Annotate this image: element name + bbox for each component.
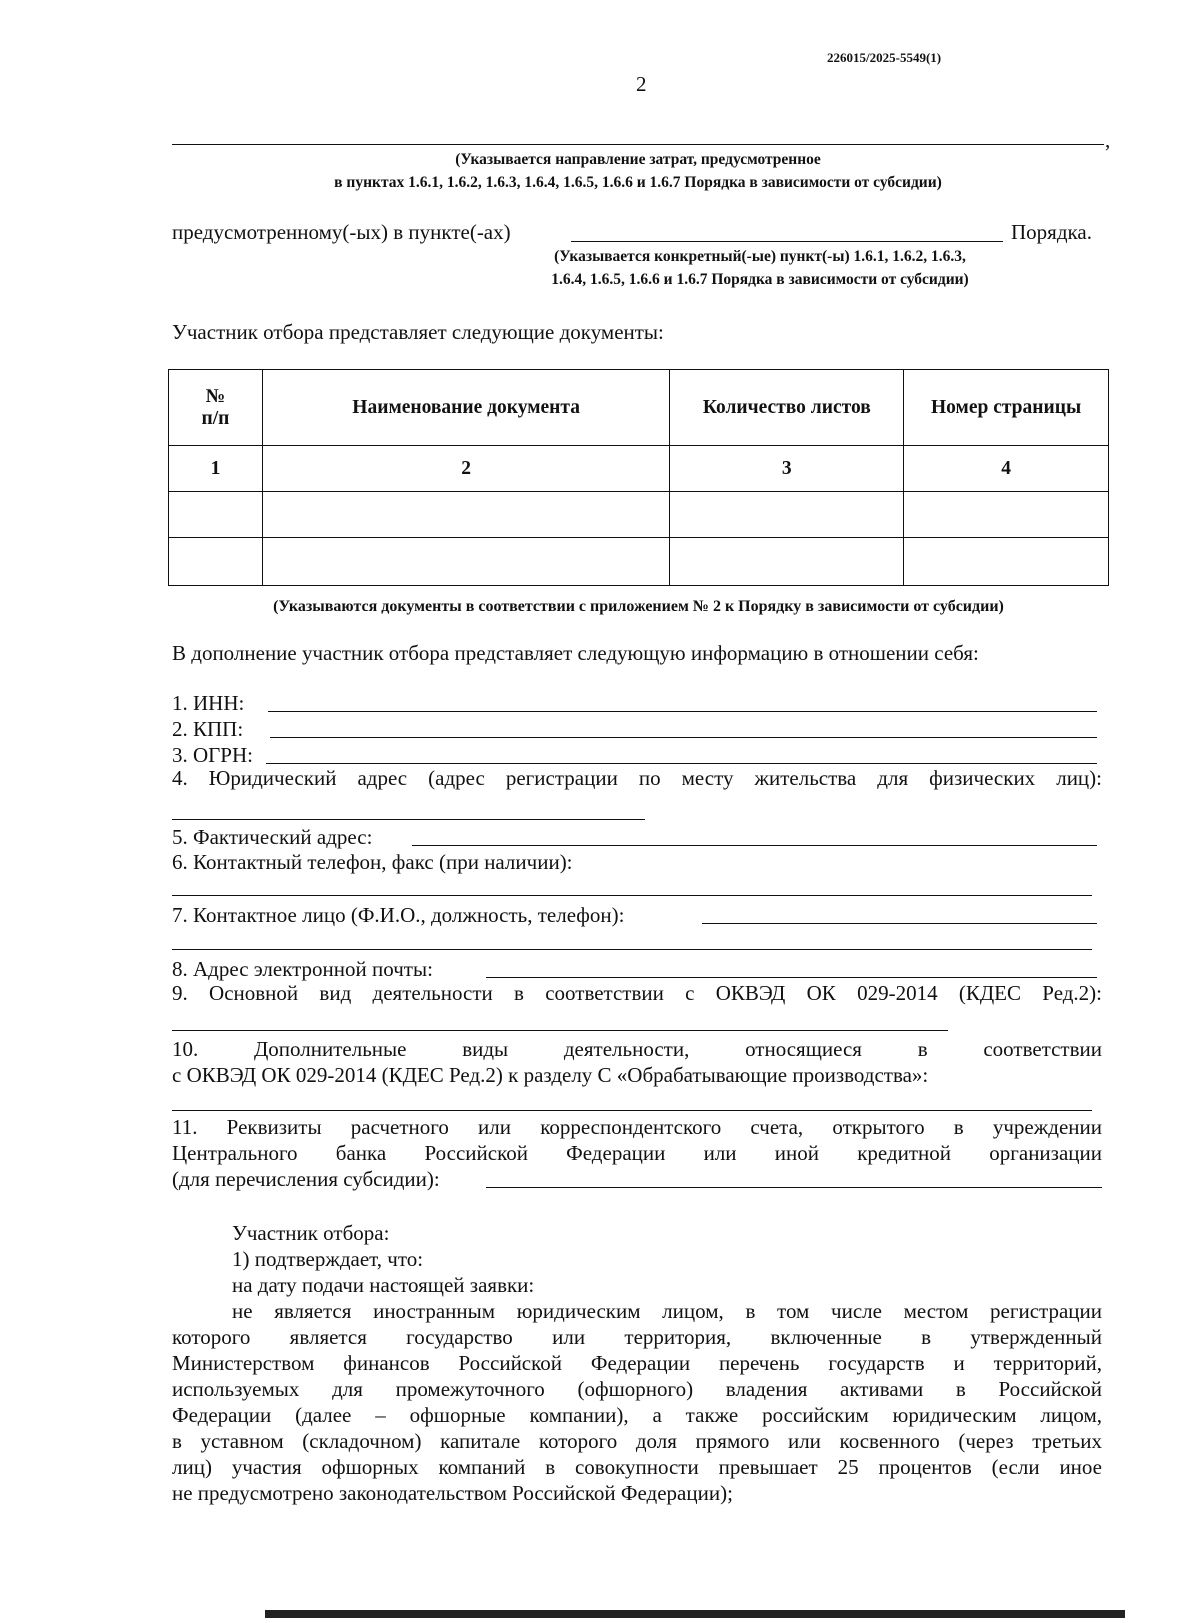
kpp-label: 2. КПП: <box>172 717 244 741</box>
email-label: 8. Адрес электронной почты: <box>172 957 433 981</box>
scan-bottom-edge <box>265 1610 1125 1618</box>
main-activity-blank[interactable] <box>172 1030 948 1031</box>
contact-person-blank-2[interactable] <box>172 949 1092 950</box>
phone-blank[interactable] <box>172 895 1092 896</box>
paragraph-line: не предусмотрено законодательством Российской Федерации); <box>172 1481 733 1505</box>
page-number: 2 <box>636 72 647 96</box>
table-cell[interactable] <box>670 538 904 586</box>
header-page-number: Номер страницы <box>904 370 1109 446</box>
points-note-line2: 1.6.4, 1.6.5, 1.6.6 и 1.6.7 Порядка в зависимости от субсидии) <box>551 271 969 288</box>
table-cell[interactable] <box>169 492 263 538</box>
table-number-row <box>169 446 1109 492</box>
paragraph-line: не является иностранным юридическим лицом, в том числе местом регистрации <box>232 1299 1102 1323</box>
table-header-row <box>169 370 1109 446</box>
document-number: 226015/2025-5549(1) <box>827 50 942 65</box>
table-cell[interactable] <box>169 538 263 586</box>
legal-address-blank[interactable] <box>172 819 645 820</box>
points-note-line1: (Указывается конкретный(-ые) пункт(-ы) 1.6.1, 1.6.2, 1.6.3, <box>554 248 966 265</box>
ogrn-label: 3. ОГРН: <box>172 743 253 767</box>
expense-direction-note-line1: (Указывается направление затрат, предусмотренное <box>455 151 821 168</box>
actual-address-label: 5. Фактический адрес: <box>172 825 373 849</box>
table-cell[interactable] <box>262 492 670 538</box>
ogrn-blank[interactable] <box>266 763 1097 764</box>
table-cell[interactable] <box>262 538 670 586</box>
provided-in-points-prefix: предусмотренному(-ых) в пункте(-ах) <box>172 220 511 244</box>
info-intro: В дополнение участник отбора представляет следующую информацию в отношении себя: <box>172 641 979 665</box>
account-details-line1: 11. Реквизиты расчетного или корреспондентского счета, открытого в учреждении <box>172 1115 1102 1139</box>
paragraph-line: лиц) участия офшорных компаний в совокупности превышает 25 процентов (если иное <box>172 1455 1102 1479</box>
points-blank[interactable] <box>571 241 1003 242</box>
kpp-blank[interactable] <box>270 737 1097 738</box>
header-document-name: Наименование документа <box>262 370 670 446</box>
legal-address-label: 4. Юридический адрес (адрес регистрации по месту жительства для физических лиц): <box>172 766 1102 790</box>
additional-activity-line2: с ОКВЭД ОК 029-2014 (КДЕС Ред.2) к разделу С «Обрабатывающие производства»: <box>172 1063 929 1087</box>
account-details-line3: (для перечисления субсидии): <box>172 1167 440 1191</box>
table-row <box>169 538 1109 586</box>
column-number-1: 1 <box>169 446 263 492</box>
on-date-text: на дату подачи настоящей заявки: <box>232 1273 535 1297</box>
email-blank[interactable] <box>486 977 1097 978</box>
actual-address-blank[interactable] <box>412 845 1097 846</box>
header-sheet-count: Количество листов <box>670 370 904 446</box>
expense-direction-note-line2: в пунктах 1.6.1, 1.6.2, 1.6.3, 1.6.4, 1.6.5, 1.6.6 и 1.6.7 Порядка в зависимости от субсидии) <box>334 174 942 191</box>
table-cell[interactable] <box>904 492 1109 538</box>
additional-activity-line1: 10. Дополнительные виды деятельности, относящиеся в соответствии <box>172 1037 1102 1061</box>
column-number-4: 4 <box>904 446 1109 492</box>
header-number-line2: п/п <box>201 407 230 429</box>
header-number <box>169 370 263 446</box>
table-cell[interactable] <box>904 538 1109 586</box>
paragraph-line: используемых для промежуточного (офшорного) владения активами в Российской <box>172 1377 1102 1401</box>
column-number-3: 3 <box>670 446 904 492</box>
paragraph-line: Министерством финансов Российской Федерации перечень государств и территорий, <box>172 1351 1102 1375</box>
contact-person-label: 7. Контактное лицо (Ф.И.О., должность, телефон): <box>172 903 625 927</box>
expense-direction-blank[interactable] <box>172 144 1104 145</box>
inn-blank[interactable] <box>268 711 1097 712</box>
table-note: (Указываются документы в соответствии с приложением № 2 к Порядку в зависимости от субсидии) <box>273 598 1004 615</box>
phone-label: 6. Контактный телефон, факс (при наличии): <box>172 850 573 874</box>
trailing-comma: , <box>1105 128 1111 152</box>
documents-table <box>168 369 1109 586</box>
account-details-blank[interactable] <box>486 1187 1102 1188</box>
documents-intro: Участник отбора представляет следующие документы: <box>172 320 664 344</box>
table-cell[interactable] <box>670 492 904 538</box>
confirms-item: 1) подтверждает, что: <box>232 1247 424 1271</box>
table-row <box>169 492 1109 538</box>
main-activity-label: 9. Основной вид деятельности в соответствии с ОКВЭД ОК 029-2014 (КДЕС Ред.2): <box>172 981 1102 1005</box>
column-number-2: 2 <box>262 446 670 492</box>
contact-person-blank[interactable] <box>702 923 1097 924</box>
account-details-line2: Центрального банка Российской Федерации или иной кредитной организации <box>172 1141 1102 1165</box>
paragraph-line: в уставном (складочном) капитале которого доля прямого или косвенного (через третьих <box>172 1429 1102 1453</box>
additional-activity-blank[interactable] <box>172 1110 1092 1111</box>
paragraph-line: которого является государство или территория, включенные в утвержденный <box>172 1325 1102 1349</box>
header-number-line1: № <box>205 385 226 407</box>
provided-in-points-suffix: Порядка. <box>1011 220 1092 244</box>
paragraph-line: Федерации (далее – офшорные компании), а также российским юридическим лицом, <box>172 1403 1102 1427</box>
participant-heading: Участник отбора: <box>232 1221 390 1245</box>
inn-label: 1. ИНН: <box>172 691 245 715</box>
